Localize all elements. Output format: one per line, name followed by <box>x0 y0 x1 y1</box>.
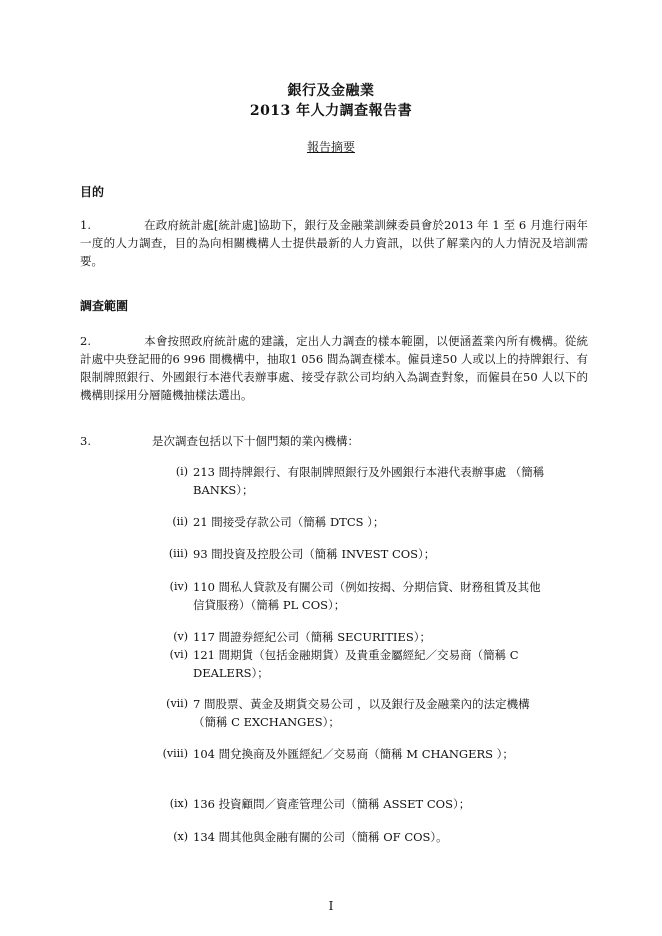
list-item-numeral: (vii) <box>166 697 188 710</box>
report-subtitle: 報告摘要 <box>306 140 355 154</box>
paragraph-1-text: 在政府統計處[統計處]協助下，銀行及金融業訓練委員會於2013 年 1 至 6 月進行兩年一度的人力調查，目的為向相關機構人士提供最新的人力資訊，以供了解業內的人力情況及培訓需要。 <box>80 218 588 268</box>
list-item-text: 93 間投資及控股公司（簡稱 INVEST COS）； <box>193 547 436 561</box>
purpose-heading: 目的 <box>80 185 105 199</box>
list-item <box>152 628 552 646</box>
list-item-numeral: (i) <box>175 465 188 478</box>
list-item-text: 110 間私人貸款及有關公司（例如按揭、分期信貸、財務租賃及其他信貸服務）（簡稱 PL COS）； <box>193 580 541 612</box>
paragraph-1 <box>80 216 588 270</box>
list-item-numeral: (vi) <box>169 648 188 661</box>
list-item-numeral: (x) <box>173 830 188 843</box>
list-item-numeral: (ix) <box>169 797 188 810</box>
list-item-text: 134 間其他與金融有關的公司（簡稱 OF COS）。 <box>193 830 448 844</box>
paragraph-1-number: 1. <box>80 218 91 232</box>
report-title-line1: 銀行及金融業 <box>287 83 375 99</box>
list-item <box>152 795 552 813</box>
list-item-text: 213 間持牌銀行、有限制牌照銀行及外國銀行本港代表辦事處 （簡稱 BANKS）； <box>193 465 545 497</box>
list-item <box>152 513 552 531</box>
paragraph-2 <box>80 332 588 404</box>
list-item-numeral: (v) <box>173 630 188 643</box>
paragraph-2-text: 本會按照政府統計處的建議，定出人力調查的樣本範圍，以便涵蓋業內所有機構。從統計處中央登記冊的6 996 間機構中，抽取1 056 間為調查樣本。僱員達50 人或以上的持牌銀行、有限制牌照銀行、外國銀行本港代表辦事處、接受存款公司均納入為調查對象，而僱員在50 人以下的機構則採用分層隨機抽樣法選出。 <box>80 334 588 402</box>
report-title-line2: 2013 年人力調查報告書 <box>249 103 413 119</box>
paragraph-3 <box>80 433 359 449</box>
list-item-numeral: (iii) <box>168 547 188 560</box>
list-item-text: 117 間證券經紀公司（簡稱 SECURITIES）； <box>193 630 431 644</box>
list-item-numeral: (viii) <box>162 747 188 760</box>
list-item <box>152 578 552 614</box>
scope-heading: 調查範圍 <box>80 299 129 313</box>
list-item <box>152 545 552 563</box>
list-item-text: 121 間期貨（包括金融期貨）及貴重金屬經紀／交易商（簡稱 C DEALERS）； <box>193 648 519 680</box>
list-item <box>152 695 552 731</box>
paragraph-3-text: 是次調查包括以下十個門類的業內機構： <box>152 434 359 448</box>
list-item-text: 104 間兌換商及外匯經紀／交易商（簡稱 M CHANGERS ）； <box>193 747 514 761</box>
list-item <box>152 463 552 499</box>
list-item-text: 136 投資顧問／資產管理公司（簡稱 ASSET COS）； <box>193 797 471 811</box>
list-item <box>152 646 552 682</box>
list-item <box>152 745 552 763</box>
list-item-numeral: (iv) <box>169 580 188 593</box>
paragraph-2-number: 2. <box>80 334 91 348</box>
paragraph-3-number: 3. <box>80 434 91 448</box>
list-item <box>152 828 552 846</box>
page-number: I <box>328 899 334 913</box>
list-item-text: 21 間接受存款公司（簡稱 DTCS ）； <box>193 515 385 529</box>
list-item-text: 7 間股票、黃金及期貨交易公司 ，以及銀行及金融業內的法定機構 （簡稱 C EXCHANGES）； <box>193 697 530 729</box>
list-item-numeral: (ii) <box>172 515 188 528</box>
